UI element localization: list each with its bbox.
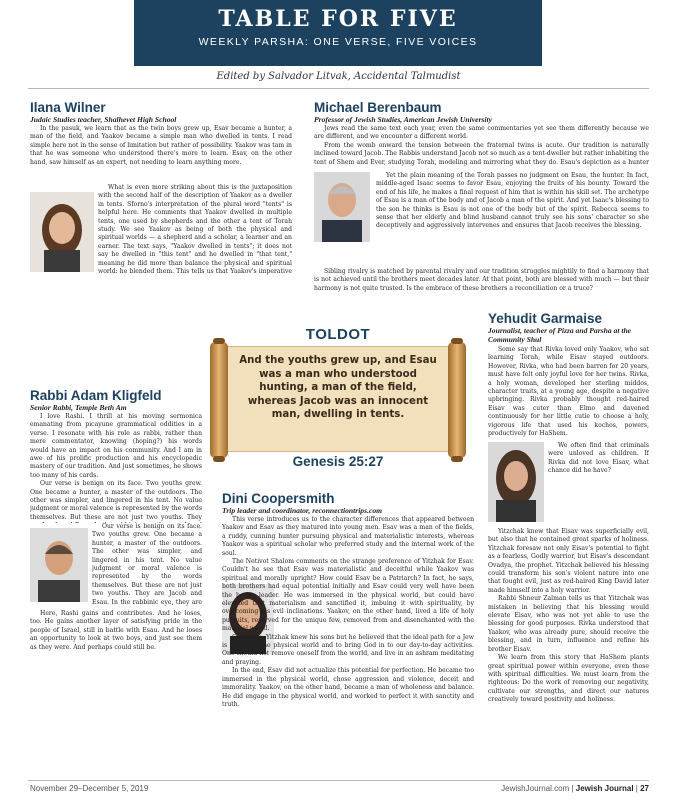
- footer-divider: [28, 780, 649, 781]
- paragraph: The Netivot Shalom comments on the strange preference of Yitzhak for Esav. Couldn't he see that Esav was materialistic and deceitful while Yaakov was spiritual and morally upright? How could Esav be a Patriarch? In fact, he says, both brothers had equal potential initially and Esav could very well have been the better leader. He was immersed in the physical world, but could have elevated that materialism and sanctified it, imbuing it with spirituality, by overcoming his evil inclinations. Yaakov, on the other hand, lived a life of holy pursuits, reserved for the unique few, removed from and disenchanted with the material world.: [222, 558, 474, 633]
- column-kligfeld-end: [30, 610, 202, 776]
- column-coopersmith-intro: [222, 516, 474, 558]
- paragraph: In the end, Esav did not actualize this potential for perfection. He became too immersed in the physical world, chose aggression and violence, deceit and immorality. Yaakov, on the other hand, became a man of wholeness and balance. He did engage in the physical world, and worked to perfect it with sanctity and truth.: [222, 667, 474, 708]
- verse-text: And the youths grew up, and Esau was a man who understood hunting, a man of the field, whereas Jacob was an innocent man, dwelling in tents.: [239, 355, 437, 421]
- author-name-garmaise: Yehudit Garmaise: [488, 311, 603, 326]
- author-name-kligfeld: Rabbi Adam Kligfeld: [30, 388, 162, 403]
- paragraph: Our verse is benign on its face. Two youths grew. One became a hunter, a master of the outdoors. The other was simpler, and lingered in his tent. No value judgment or moral valence is represented by the words themselves. But these are not just two youths. They: [30, 480, 202, 521]
- author-name-coopersmith: Dini Coopersmith: [222, 491, 335, 506]
- author-name-berenbaum: Michael Berenbaum: [314, 100, 442, 115]
- author-photo-wilner: [30, 192, 94, 272]
- column-berenbaum-intro: [314, 125, 649, 167]
- masthead-banner: [134, 0, 542, 66]
- column-kligfeld-wrap: [92, 523, 202, 607]
- column-coopersmith-main: [222, 558, 474, 768]
- paragraph: From the womb onward the tension between the fraternal twins is acute. Our tradition is naturally inclined toward Jacob. The Rabbis understand Jacob not so much as a tent-dweller but rather inhabiting the tent of Shem and Ever, studying Torah, modeling and mirroring what they do. Esau's depiction as a hunter: [314, 141, 649, 166]
- editor-credit: Edited by Salvador Litvak, Accidental Talmudist: [216, 71, 461, 82]
- page-number: 27: [640, 784, 649, 793]
- column-berenbaum-end: [314, 268, 649, 300]
- paragraph: Yitzchak knew that Eisav was superficially evil, but also that he contained great sparks of holiness. Yitzchak foresaw not only Eisav's potential to fight as a fearless, Godly warrior, but Eisav's descendant Ovadya, the prophet. Yitzchak believed his blessing could transform his son's violent nature into one that fought evil, just as red-haired King David later made himself into a holy warrior.: [488, 528, 649, 594]
- column-wilner-intro: [30, 125, 292, 175]
- verse-scroll: [206, 326, 470, 478]
- page-footer: JewishJournal.com | Jewish Journal | 27: [501, 784, 649, 793]
- rod-knob: [451, 338, 463, 344]
- author-role-garmaise: Journalist, teacher of Pizza and Parsha at the Community Shul: [488, 326, 632, 344]
- column-berenbaum-main: [376, 172, 649, 266]
- author-name-wilner: Ilana Wilner: [30, 100, 106, 115]
- column-wilner-main: [98, 184, 292, 276]
- column-garmaise-intro: [488, 346, 649, 440]
- verse-reference: Genesis 25:27: [292, 454, 384, 469]
- top-divider: [28, 88, 649, 89]
- site-url: JewishJournal.com: [501, 784, 570, 793]
- author-photo-kligfeld: [30, 528, 88, 602]
- scroll-rod-left: [210, 342, 228, 458]
- paragraph: We learn from this story that HaShem plants great spiritual power within everyone, even those with spiritual difficulties. We must learn from the righteous: Do the work of removing our negativity, cultivate our strengths, and direct our natures creatively toward positivity and holiness.: [488, 654, 649, 704]
- rod-knob: [213, 338, 225, 344]
- issue-date: November 29–December 5, 2019: [30, 784, 149, 793]
- author-role-coopersmith: Trip leader and coordinator, reconnectiontrips.com: [222, 506, 383, 515]
- paragraph: Some say that Rivka loved only Yaakov, who sat learning Torah, while Eisav stayed outdoors. However, Rivka, who had been barren for 20 years, must have felt only joyful love for her twins. Rivka, a holy woman, developed her sterling middos, character traits, at a young age, despite a negative upbringing. Rivka probably thought red-haired Eisav was cuter than Elmo and davened continuously for her little cutie to choose a holy, vigorous life that used his kochos, powers, productively for HaShem.: [488, 346, 649, 438]
- author-photo-garmaise: [488, 442, 544, 522]
- publication-name: Jewish Journal: [575, 784, 634, 793]
- paragraph: I love Rashi. I thrill at his moving sermonica emanating from picayune grammatical oddities in a verse. I resonate with his role as rabbi, rather than mere commentator, knowing (hoping?) his words would have an impact on his community. And I am in awe of his prolific production and his encyclopedic mastery of our tradition. And just sometimes, he shows too many of his cards.: [30, 413, 202, 479]
- column-garmaise-main: [488, 528, 649, 776]
- paragraph: Here, Rashi gains and contributes. And he loses, too. He gains another layer of satisfying pride in the people of Israel, still in battle with Esau. And he loses an opportunity to look at two boys, and just see them as they were. And perhaps could still be.: [30, 610, 202, 651]
- author-role-wilner: Judaic Studies teacher, Shalhevet High School: [30, 115, 177, 124]
- parsha-name: TOLDOT: [305, 326, 371, 343]
- scroll-rod-right: [448, 342, 466, 458]
- author-role-berenbaum: Professor of Jewish Studies, American Jewish University: [314, 115, 492, 124]
- author-photo-berenbaum: [314, 172, 370, 242]
- masthead-title: TABLE FOR FIVE: [218, 6, 458, 32]
- paragraph: Rabbi Shneur Zalman tells us that Yitzchak was mistaken in believing that his blessing would elevate Eisav, who was not yet able to use the blessing for good purposes. Rivka understood that Yaakov, who was already pure, should receive the blessing, and in turn, influence and refine his brother Eisav.: [488, 595, 649, 653]
- author-role-kligfeld: Senior Rabbi, Temple Beth Am: [30, 403, 127, 412]
- paragraph: Jews read the same text each year, even the same commentaries yet see them differently because we are different, and we encounter a different world.: [314, 125, 649, 141]
- paragraph: What is even more striking about this is the juxtaposition with the second half of the description of Yaakov as a dweller in tents. Sforno's interpretation of the plural word "tents" is helpful here. He comments that Yaakov dwelled in multiple tents, one used by shepherds and the other a tent of Torah study. We see Yaakov as being of both the physical and spiritual worlds — a shepherd and a scholar, a learner and an earner. The text says, "Yaakov dwelled in tents"; it does not say he dwelled in "this tent" and he dwelled in "that tent," meaning he did more than balance the physical and spiritual world: he blended them. This tells us that Yaakov's imperative: [98, 184, 292, 276]
- masthead-subtitle: WEEKLY PARSHA: ONE VERSE, FIVE VOICES: [198, 36, 478, 48]
- paragraph: Of course, Yitzhak knew his sons but he believed that the ideal path for a Jew is to live in the physical world and to bring God in to our day-to-day activities. One should not remove oneself from the world, and live in an ashram meditating and praying.: [222, 633, 474, 666]
- paragraph: This verse introduces us to the character differences that appeared between Yaakov and Esav as they matured into young men. Esav was a man of the fields, a ruddy, cunning hunter pursuing physical and materialistic interests, whereas Yaakov was a spiritual scholar who preferred study and the internal work of the soul.: [222, 516, 474, 557]
- paragraph: Our verse is benign on its face. Two youths grew. One became a hunter, a master of the outdoors. The other was simpler, and lingered in his tent. No value judgment or moral valence is represented by the words themselves. But these are not just two youths. They are Jacob and Esau. In the rabbinic eye, they are: [92, 523, 202, 606]
- paragraph: Sibling rivalry is matched by parental rivalry and our tradition struggles mightily to find a harmony that is not achieved until the brothers meet decades later. At that point, both are blessed with much — but their harmony is not quite trusted. Is the embrace of these brothers a reconciliation or a truce?: [314, 268, 649, 292]
- paragraph: In the pasuk, we learn that as the twin boys grew up, Esav became a hunter, a man of the field, and Yaakov became a simple man who dwelled in tents. I read simple here not in the sense of limitation but rather of possibility. Yaakov was tam in that he was someone who understood there's more to learn. Esav, on the other hand, saw himself as an expert, not needing to learn anything more.: [30, 125, 292, 166]
- column-kligfeld-intro: [30, 413, 202, 523]
- paragraph: Yet the plain meaning of the Torah passes no judgment on Esau, the hunter. In fact, middle-aged Isaac seems to favor Esau, enjoying the fruits of his bounty. Toward the end of his life, he makes a final request of him that is within his skill set. The archetype of Esau is a man of the body and of Jacob a man of the spirit. And yet Isaac's blessing to the son he thinks is Esau is not one of the body but of the spirit. Rebecca seems to sense that her elderly and blind husband cannot truly see his sons' character so she deceptively and aggressively intervenes and ensures that Jacob receives the blessing.: [376, 172, 649, 230]
- paragraph: We often find that criminals were unloved as children. If Rivka did not love Eisav, what chance did he have?: [548, 442, 649, 475]
- column-garmaise-wrap: [548, 442, 649, 526]
